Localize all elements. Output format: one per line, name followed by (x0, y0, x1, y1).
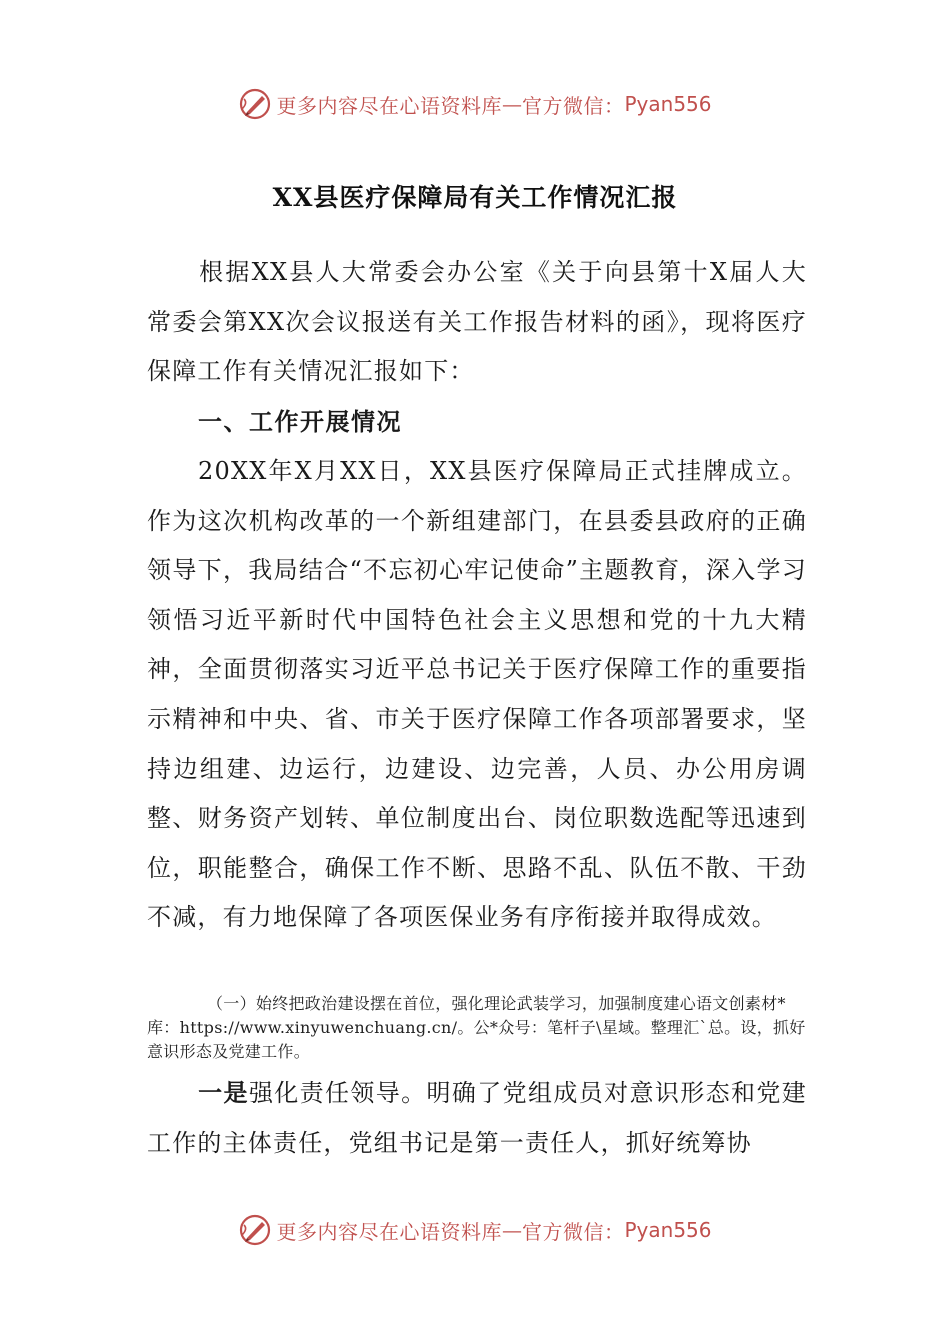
document-title: XX县医疗保障局有关工作情况汇报 (272, 183, 678, 212)
watermark-id: Pyan556 (624, 92, 712, 116)
watermark-label: 官方微信： (521, 93, 625, 118)
pen-logo-icon (238, 1213, 272, 1247)
item-lead: 一是 (198, 1078, 249, 1107)
watermark-id: Pyan556 (624, 1218, 712, 1242)
header-watermark (0, 84, 950, 124)
subsection-paragraph (147, 992, 807, 1064)
item-text: 强化责任领导。明确了党组成员对意识形态和党建工作的主体责任，党组书记是第一责任人，抓好统筹协 (147, 1079, 807, 1157)
watermark-label: 官方微信： (521, 1219, 625, 1244)
section-heading: 一、工作开展情况 (198, 407, 402, 436)
subsection-text: （一）始终把政治建设摆在首位，强化理论武装学习，加强制度建心语文创素材*库：https://www.xinyuwenchuang.cn/。公*众号：笔杆子\星域。整理汇`总。设，抓好意识形态及党建工作。 (147, 994, 806, 1061)
item-paragraph (147, 1068, 807, 1168)
watermark-text: 更多内容尽在心语资料库 (276, 93, 502, 118)
section-paragraph (147, 447, 807, 943)
watermark-text: 更多内容尽在心语资料库 (276, 1219, 502, 1244)
watermark-separator: — (501, 1218, 522, 1242)
pen-logo-icon (238, 87, 272, 121)
watermark-separator: — (501, 92, 522, 116)
footer-watermark (0, 1210, 950, 1250)
intro-paragraph (147, 248, 807, 397)
section-text: 20XX年X月XX日，XX县医疗保障局正式挂牌成立。作为这次机构改革的一个新组建部门，在县委县政府的正确领导下，我局结合“不忘初心牢记使命”主题教育，深入学习领悟习近平新时代中国特色社会主义思想和党的十九大精神，全面贯彻落实习近平总书记关于医疗保障工作的重要指示精神和中央、省、市关于医疗保障工作各项部署要求，坚持边组建、边运行，边建设、边完善，人员、办公用房调整、财务资产划转、单位制度出台、岗位职数选配等迅速到位，职能整合，确保工作不断、思路不乱、队伍不散、干劲不减，有力地保障了各项医保业务有序衔接并取得成效。 (147, 457, 807, 932)
intro-text: 根据XX县人大常委会办公室《关于向县第十X届人大常委会第XX次会议报送有关工作报告材料的函》，现将医疗保障工作有关情况汇报如下： (147, 258, 807, 386)
